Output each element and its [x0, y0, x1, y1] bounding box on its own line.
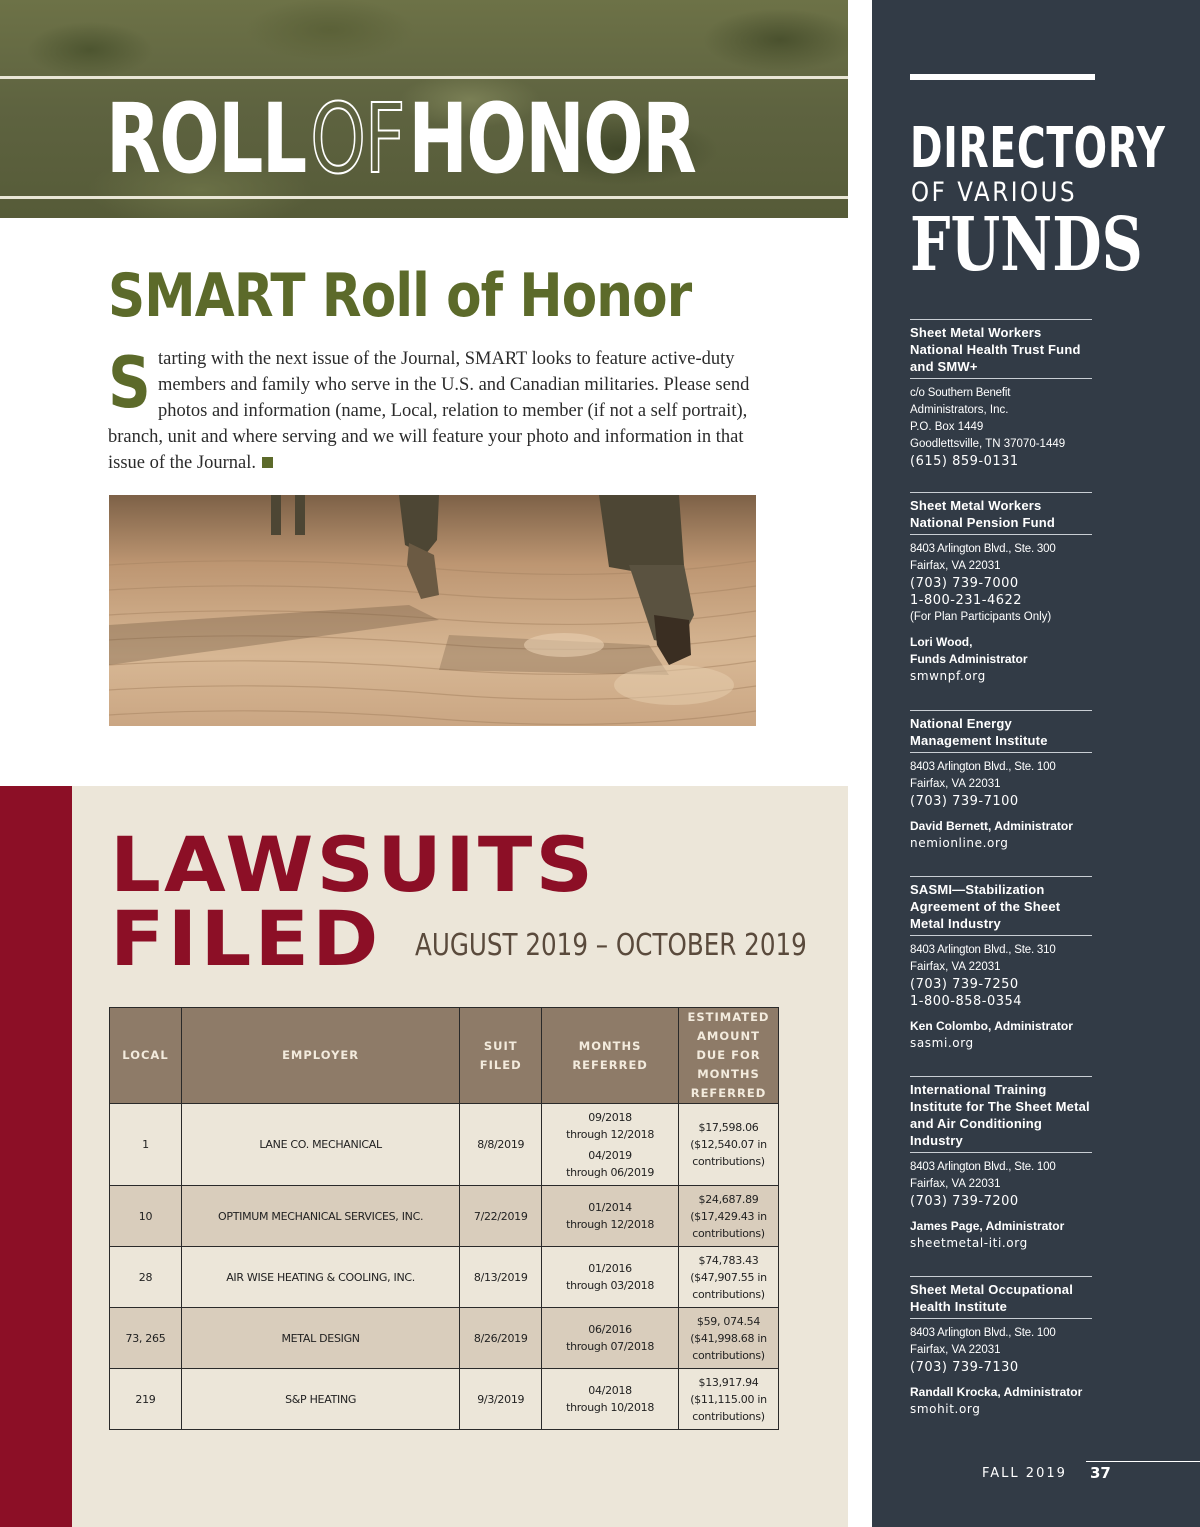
fund-phone: (703) 739-7000: [910, 576, 1019, 591]
amount-value: $17,598.06: [698, 1121, 759, 1134]
months-line: 04/2018: [588, 1384, 632, 1397]
fund-address-line: 8403 Arlington Blvd., Ste. 100: [910, 761, 1056, 773]
cell-months-referred: [542, 1104, 679, 1186]
banner-title: [106, 84, 695, 194]
fund-administrator: James Page, Administrator: [910, 1219, 1065, 1233]
fund-name: Sheet Metal Workers National Pension Fund: [910, 498, 1056, 530]
table-row: [110, 1186, 779, 1247]
fund-address-line: 8403 Arlington Blvd., Ste. 100: [910, 1327, 1056, 1339]
fund-divider: [910, 534, 1092, 535]
cell-suit-filed: 8/26/2019: [460, 1308, 542, 1369]
months-line: through 07/2018: [566, 1340, 655, 1353]
directory-subtitle: OF VARIOUS: [911, 177, 1078, 208]
fund-phone: (703) 739-7100: [910, 794, 1019, 809]
fund-phone: 1-800-858-0354: [910, 994, 1023, 1009]
lawsuits-title-line1: LAWSUITS: [110, 820, 597, 909]
cell-months-referred: [542, 1247, 679, 1308]
roll-of-honor-banner: [0, 0, 848, 218]
column-header-employer: EMPLOYER: [181, 1008, 459, 1104]
cell-employer: OPTIMUM MECHANICAL SERVICES, INC.: [181, 1186, 459, 1247]
fund-phone: (703) 739-7250: [910, 977, 1019, 992]
cell-suit-filed: 8/8/2019: [460, 1104, 542, 1186]
cell-local: 1: [110, 1104, 182, 1186]
table-row: [110, 1369, 779, 1430]
fund-address-line: Fairfax, VA 22031: [910, 1344, 1001, 1356]
roll-of-honor-body: [108, 342, 764, 476]
months-line: 09/2018: [588, 1110, 632, 1124]
fund-phone: 1-800-231-4622: [910, 593, 1023, 608]
fund-address-line: 8403 Arlington Blvd., Ste. 300: [910, 543, 1056, 555]
cell-months-referred: [542, 1186, 679, 1247]
fund-website-link[interactable]: sheetmetal-iti.org: [910, 1236, 1028, 1250]
roll-of-honor-paragraph: tarting with the next issue of the Journal, SMART looks to feature active-duty members and family who serve in the U.S. and Canadian militaries. Please send photos and information (name, Local, relation to member (if not a self portrait), branch, unit and where serving and we will feature your photo and information in that issue of the Journal.: [108, 349, 750, 473]
fund-name: Sheet Metal Occupational Health Institute: [910, 1282, 1074, 1314]
amount-contrib: ($41,998.68 in: [690, 1331, 767, 1345]
fund-website-link[interactable]: nemionline.org: [910, 836, 1009, 850]
fund-address-line: 8403 Arlington Blvd., Ste. 310: [910, 944, 1056, 956]
fund-address-line: P.O. Box 1449: [910, 421, 984, 433]
fund-website-link[interactable]: smwnpf.org: [910, 669, 986, 683]
months-line: through 10/2018: [566, 1401, 655, 1414]
fund-name: National Energy Management Institute: [910, 716, 1048, 748]
months-line: through 03/2018: [566, 1279, 655, 1292]
column-header-suit-filed: SUIT FILED: [460, 1008, 542, 1104]
cell-local: 73, 265: [110, 1308, 182, 1369]
lawsuits-table: [109, 1007, 779, 1430]
cell-local: 28: [110, 1247, 182, 1308]
fund-divider: [910, 752, 1092, 753]
lawsuits-section: [0, 786, 848, 1527]
cell-months-referred: [542, 1308, 679, 1369]
amount-value: $13,917.94: [698, 1375, 759, 1389]
amount-contrib: ($12,540.07 in: [690, 1138, 767, 1151]
fund-name: SASMI—Stabilization Agreement of the Sheet Metal Industry: [910, 882, 1061, 931]
fund-phone: (615) 859-0131: [910, 454, 1019, 469]
fund-entry-iti: [910, 1076, 1092, 1252]
lawsuits-title-line2: FILED: [110, 894, 382, 983]
column-header-months-referred: MONTHS REFERRED: [542, 1008, 679, 1104]
amount-value: $59, 074.54: [696, 1314, 761, 1328]
fund-divider: [910, 378, 1092, 379]
fund-address-line: Fairfax, VA 22031: [910, 1178, 1001, 1190]
amount-contrib-label: contributions): [692, 1155, 765, 1168]
amount-value: $24,687.89: [698, 1192, 759, 1206]
fund-address-line: Administrators, Inc.: [910, 404, 1009, 416]
fund-entry-health-trust: [910, 319, 1092, 470]
footer-rule: [1086, 1461, 1200, 1462]
lawsuits-red-bar: [0, 786, 72, 1527]
column-header-estimated-amount: ESTIMATED AMOUNT DUE FOR MONTHS REFERRED: [679, 1008, 779, 1104]
table-row: [110, 1247, 779, 1308]
table-row: [110, 1308, 779, 1369]
drop-cap: S: [108, 342, 151, 424]
cell-local: 219: [110, 1369, 182, 1430]
fund-divider: [910, 1152, 1092, 1153]
cell-amount: [679, 1308, 779, 1369]
directory-title: DIRECTORY: [910, 116, 1166, 181]
amount-contrib-label: contributions): [692, 1226, 765, 1240]
directory-sidebar: [872, 0, 1200, 1527]
cell-suit-filed: 7/22/2019: [460, 1186, 542, 1247]
amount-contrib-label: contributions): [692, 1409, 765, 1423]
months-line: 06/2016: [588, 1323, 632, 1336]
fund-entry-sasmi: [910, 876, 1092, 1052]
cell-employer: S&P HEATING: [181, 1369, 459, 1430]
cell-amount: [679, 1186, 779, 1247]
months-line: through 12/2018: [566, 1127, 655, 1141]
desert-photo-illustration: [109, 495, 756, 726]
banner-title-roll: ROLL: [106, 83, 306, 195]
cell-amount: [679, 1247, 779, 1308]
fund-administrator: Lori Wood,: [910, 635, 973, 649]
fund-address-line: Fairfax, VA 22031: [910, 961, 1001, 973]
amount-contrib-label: contributions): [692, 1348, 765, 1362]
fund-phone: (703) 739-7130: [910, 1360, 1019, 1375]
months-line: through 12/2018: [566, 1218, 655, 1231]
banner-title-honor: HONOR: [408, 83, 696, 195]
fund-administrator-title: Funds Administrator: [910, 652, 1028, 666]
fund-entry-nemi: [910, 710, 1092, 852]
soldiers-in-desert-photo: [109, 495, 756, 726]
fund-administrator: David Bernett, Administrator: [910, 819, 1073, 833]
fund-entry-smohit: [910, 1276, 1092, 1418]
table-header-row: [110, 1008, 779, 1104]
cell-employer: LANE CO. MECHANICAL: [181, 1104, 459, 1186]
fund-address-line: Fairfax, VA 22031: [910, 778, 1001, 790]
cell-suit-filed: 8/13/2019: [460, 1247, 542, 1308]
fund-website-link[interactable]: sasmi.org: [910, 1036, 974, 1050]
fund-entry-pension: [910, 492, 1092, 685]
cell-employer: AIR WISE HEATING & COOLING, INC.: [181, 1247, 459, 1308]
fund-name: Sheet Metal Workers National Health Trust Fund and SMW+: [910, 325, 1081, 374]
amount-value: $74,783.43: [698, 1253, 759, 1267]
fund-note: (For Plan Participants Only): [910, 611, 1052, 623]
amount-contrib-label: contributions): [692, 1287, 765, 1301]
column-header-local: LOCAL: [110, 1008, 182, 1104]
fund-administrator: Ken Colombo, Administrator: [910, 1019, 1073, 1033]
banner-bottom-rule: [0, 196, 848, 199]
amount-contrib: ($11,115.00 in: [690, 1392, 767, 1406]
cell-amount: [679, 1369, 779, 1430]
months-line: 01/2014: [588, 1201, 632, 1214]
cell-amount: [679, 1104, 779, 1186]
page-number: 37: [1090, 1464, 1111, 1482]
months-line: 01/2016: [588, 1262, 632, 1275]
cell-employer: METAL DESIGN: [181, 1308, 459, 1369]
fund-website-link[interactable]: smohit.org: [910, 1402, 981, 1416]
lawsuits-date-range: AUGUST 2019 – OCTOBER 2019: [415, 928, 807, 963]
banner-top-rule: [0, 76, 848, 79]
fund-phone: (703) 739-7200: [910, 1194, 1019, 1209]
fund-divider: [910, 935, 1092, 936]
directory-top-rule: [910, 74, 1095, 80]
amount-contrib: ($47,907.55 in: [690, 1270, 767, 1284]
fund-name: International Training Institute for The Sheet Metal and Air Conditioning Industry: [910, 1082, 1090, 1148]
fund-address-line: 8403 Arlington Blvd., Ste. 100: [910, 1161, 1056, 1173]
cell-suit-filed: 9/3/2019: [460, 1369, 542, 1430]
fund-address-line: Fairfax, VA 22031: [910, 560, 1001, 572]
directory-funds-title: FUNDS: [910, 202, 1143, 288]
cell-local: 10: [110, 1186, 182, 1247]
fund-address-line: c/o Southern Benefit: [910, 387, 1011, 399]
cell-months-referred: [542, 1369, 679, 1430]
months-line: 04/2019: [588, 1148, 632, 1162]
amount-contrib: ($17,429.43 in: [690, 1209, 767, 1223]
fund-administrator: Randall Krocka, Administrator: [910, 1385, 1083, 1399]
fund-divider: [910, 1318, 1092, 1319]
months-line: through 06/2019: [566, 1165, 655, 1179]
roll-of-honor-heading: SMART Roll of Honor: [108, 261, 692, 331]
table-row: [110, 1104, 779, 1186]
banner-title-of: OF: [310, 83, 404, 195]
issue-season: FALL 2019: [982, 1466, 1067, 1481]
fund-address-line: Goodlettsville, TN 37070-1449: [910, 438, 1066, 450]
end-mark-icon: [262, 457, 273, 468]
